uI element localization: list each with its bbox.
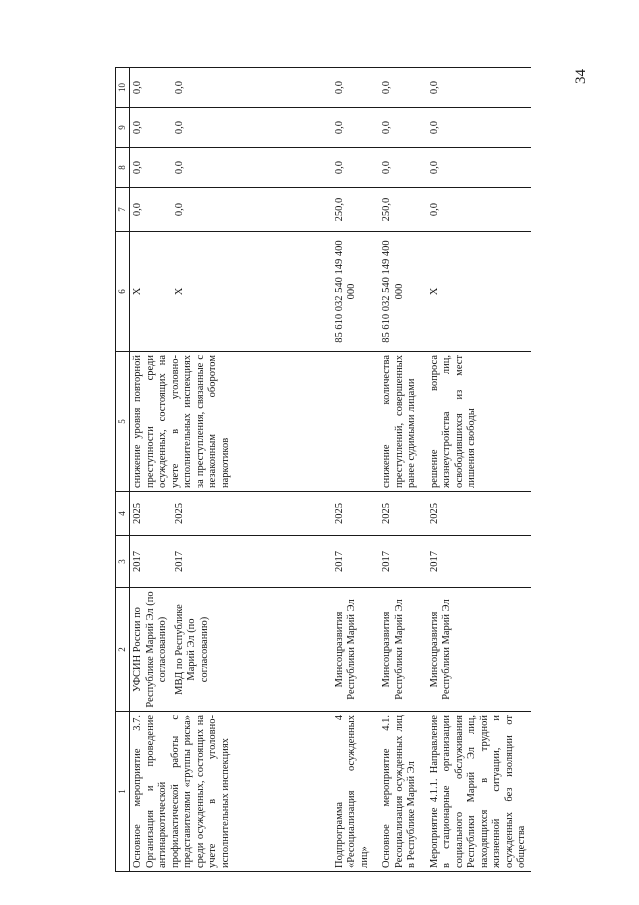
start-year-cell: 2017 (326, 536, 374, 588)
value-cell: 0,0 (130, 68, 172, 108)
start-year-cell: 2017 (373, 536, 421, 588)
value-cell: 0,0 (172, 108, 326, 148)
budget-code-cell: X (130, 232, 172, 352)
budget-code-cell: X (421, 232, 531, 352)
table-row (373, 68, 421, 872)
header-cell: 7 (116, 188, 130, 232)
header-cell: 10 (116, 68, 130, 108)
value-cell: 0,0 (326, 68, 374, 108)
value-cell: 250,0 (373, 188, 421, 232)
activity-name-cell: Мероприятие 4.1.1. Направление в стационарные организации социального обслуживания Республики Марий Эл лиц, находящихся в трудной жизненной ситуации, и осужденных без изоляции от общества (421, 712, 531, 872)
table-row (326, 68, 374, 872)
activity-name-cell: Основное мероприятие 3.7. Организация и проведение антинаркотической профилактической работы с представителями «группы риска» среди осужденных, состоящих на учете в уголовно-исполнительных инспекциях (130, 712, 326, 872)
value-cell: 250,0 (326, 188, 374, 232)
start-year-cell: 2017 (172, 536, 326, 588)
rotated-table-container (115, 68, 532, 872)
value-cell: 0,0 (130, 148, 172, 188)
expected-result-cell: решение вопроса жизнеустройства лиц, освободившихся из мест лишения свободы (421, 352, 531, 492)
budget-code-cell: 85 610 032 540 149 400 000 (326, 232, 374, 352)
value-cell: 0,0 (421, 68, 531, 108)
value-cell: 0,0 (373, 68, 421, 108)
header-row (116, 68, 130, 872)
executor-cell: Минсоцразвития Республики Марий Эл (373, 588, 421, 712)
activity-name-cell: Основное мероприятие 4.1. Ресоциализация осужденных лиц в Республике Марий Эл (373, 712, 421, 872)
start-year-cell: 2017 (130, 536, 172, 588)
header-cell: 6 (116, 232, 130, 352)
header-cell: 1 (116, 712, 130, 872)
page-number: 34 (573, 69, 589, 84)
executor-cell: Минсоцразвития Республики Марий Эл (326, 588, 374, 712)
value-cell: 0,0 (326, 148, 374, 188)
header-cell: 5 (116, 352, 130, 492)
budget-code-cell: 85 610 032 540 149 400 000 (373, 232, 421, 352)
value-cell: 0,0 (326, 108, 374, 148)
value-cell: 0,0 (373, 148, 421, 188)
value-cell: 0,0 (172, 148, 326, 188)
value-cell: 0,0 (130, 108, 172, 148)
value-cell: 0,0 (373, 108, 421, 148)
header-cell: 2 (116, 588, 130, 712)
executor-cell: Минсоцразвития Республики Марий Эл (421, 588, 531, 712)
value-cell: 0,0 (172, 68, 326, 108)
value-cell: 0,0 (421, 188, 531, 232)
end-year-cell: 2025 (326, 492, 374, 536)
value-cell: 0,0 (421, 148, 531, 188)
start-year-cell: 2017 (421, 536, 531, 588)
end-year-cell: 2025 (373, 492, 421, 536)
expected-result-cell: снижение уровня повторной преступности среди осужденных, состоящих на учете в уголовно-исполнительных инспекциях за преступления, связанные с незаконным оборотом наркотиков (130, 352, 326, 492)
table-row (421, 68, 531, 872)
table-row (130, 68, 172, 872)
executor-cell: УФСИН России по Республике Марий Эл (по согласованию) (130, 588, 172, 712)
program-table (115, 67, 531, 872)
header-cell: 4 (116, 492, 130, 536)
end-year-cell: 2025 (130, 492, 172, 536)
executor-cell: МВД по Республике Марий Эл (по согласованию) (172, 588, 326, 712)
activity-name-cell: Подпрограмма 4 «Ресоциализация осужденных лиц» (326, 712, 374, 872)
end-year-cell: 2025 (421, 492, 531, 536)
value-cell: 0,0 (172, 188, 326, 232)
budget-code-cell: X (172, 232, 326, 352)
header-cell: 8 (116, 148, 130, 188)
value-cell: 0,0 (130, 188, 172, 232)
header-cell: 9 (116, 108, 130, 148)
expected-result-cell: снижение количества преступлений, совершенных ранее судимыми лицами (373, 352, 421, 492)
value-cell: 0,0 (421, 108, 531, 148)
header-cell: 3 (116, 536, 130, 588)
end-year-cell: 2025 (172, 492, 326, 536)
expected-result-cell (326, 352, 374, 492)
